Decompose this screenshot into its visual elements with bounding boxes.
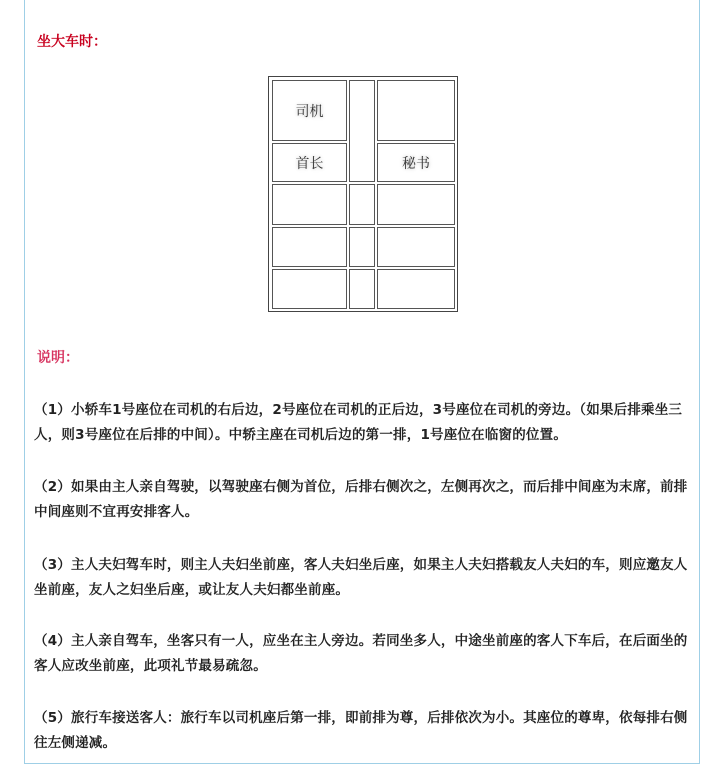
seat-row3-left [272,184,347,225]
seat-front-right [377,80,455,141]
seat-row5-mid [349,269,375,309]
seat-driver-label: 司机 [295,104,324,120]
paragraph-2: （2）如果由主人亲自驾驶，以驾驶座右侧为首位，后排右侧次之，左侧再次之，而后排中间座为末席，前排中间座则不宜再安排客人。 [34,479,688,520]
seat-row4-right [377,227,455,267]
bus-seating-heading: 坐大车时： [37,34,107,50]
bus-seat-diagram [268,76,458,312]
paragraph-1: （1）小轿车1号座位在司机的右后边，2号座位在司机的正后边，3号座位在司机的旁边。（如果后排乘坐三人，则3号座位在后排的中间）。中轿主座在司机后边的第一排，1号座位在临窗的位置。 [34,402,683,443]
aisle-front [349,80,375,182]
seat-secretary-label: 秘书 [402,155,430,172]
note-heading: 说明： [37,350,79,366]
seat-chief-label: 首长 [295,155,324,172]
seat-secretary [377,143,455,182]
seat-driver [272,80,347,141]
seat-row3-right [377,184,455,225]
seat-chief [272,143,347,182]
seat-row3-mid [349,184,375,225]
seat-row4-left [272,227,347,267]
seat-row5-right [377,269,455,309]
paragraph-4: （4）主人亲自驾车，坐客只有一人，应坐在主人旁边。若同坐多人，中途坐前座的客人下车后，在后面坐的客人应改坐前座，此项礼节最易疏忽。 [34,633,688,674]
seat-row4-mid [349,227,375,267]
paragraph-5: （5）旅行车接送客人：旅行车以司机座后第一排，即前排为尊，后排依次为小。其座位的尊卑，依每排右侧往左侧递减。 [34,710,688,751]
paragraph-3: （3）主人夫妇驾车时，则主人夫妇坐前座，客人夫妇坐后座，如果主人夫妇搭载友人夫妇的车，则应邀友人坐前座，友人之妇坐后座，或让友人夫妇都坐前座。 [34,557,688,598]
seat-row5-left [272,269,347,309]
